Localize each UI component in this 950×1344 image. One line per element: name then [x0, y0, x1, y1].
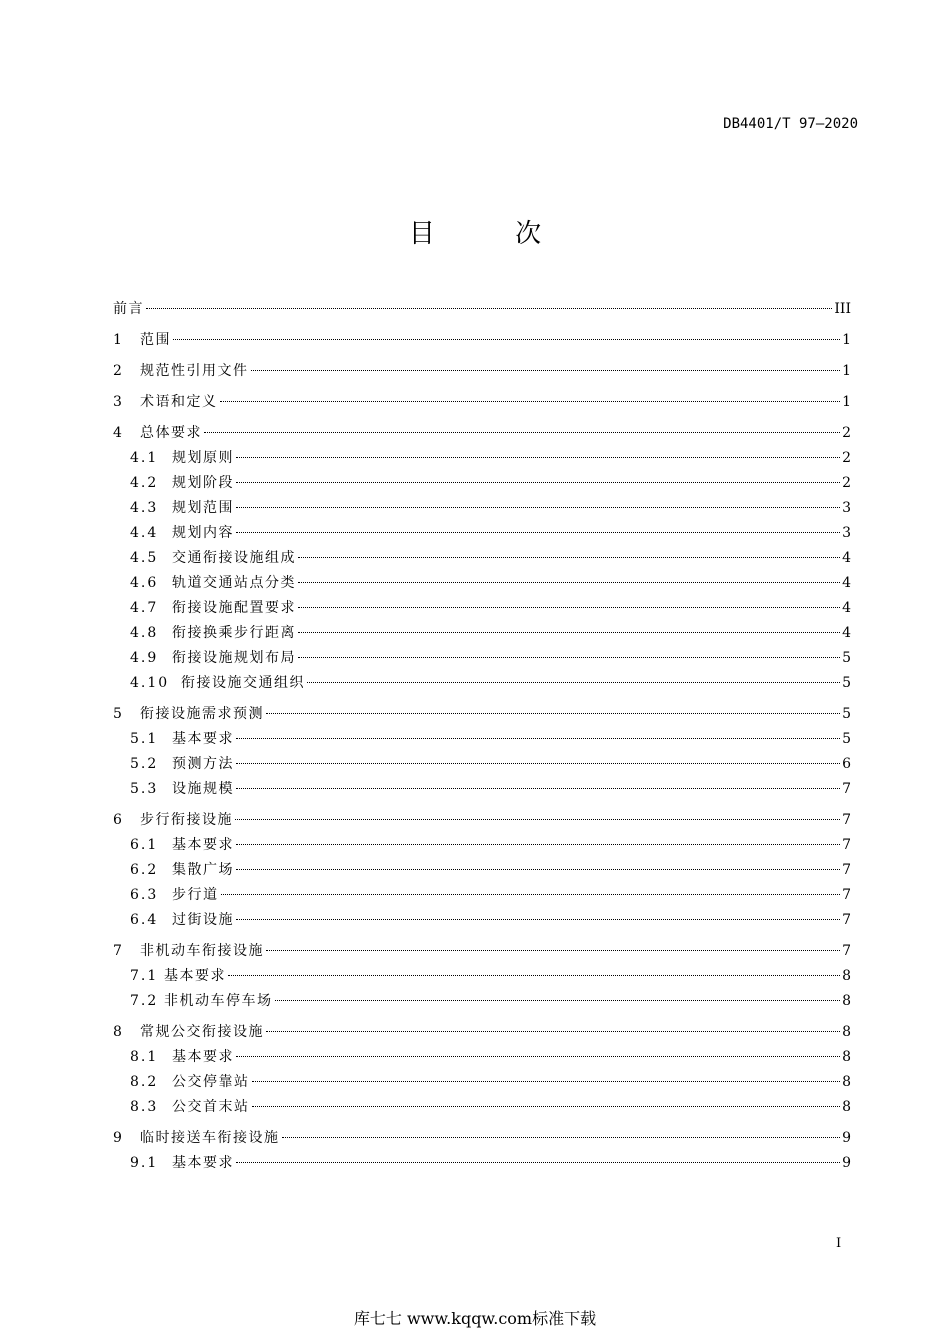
toc-entry-number: 8.1	[130, 1049, 159, 1065]
toc-dot-leader	[298, 632, 840, 633]
page-title: 目 次	[408, 219, 578, 249]
toc-entry-page: 3	[842, 500, 851, 516]
toc-entry-page: 7	[842, 862, 851, 878]
toc-dot-leader	[266, 713, 840, 714]
toc-entry-number: 9.1	[130, 1155, 159, 1171]
toc-entry[interactable]	[113, 940, 851, 965]
toc-entry-label: 步行衔接设施	[140, 812, 233, 828]
toc-entry-number: 8.2	[130, 1074, 159, 1090]
toc-dot-leader	[228, 975, 840, 976]
toc-entry-number: 6.3	[130, 887, 159, 903]
toc-entry-label: 衔接设施交通组织	[181, 675, 305, 691]
toc-entry-page: 1	[842, 332, 851, 348]
toc-entry-number: 6	[113, 812, 122, 828]
toc-entry-number: 2	[113, 363, 122, 379]
toc-entry[interactable]	[113, 622, 851, 647]
toc-entry-number: 3	[113, 394, 122, 410]
toc-entry-page: 7	[842, 912, 851, 928]
toc-dot-leader	[236, 919, 840, 920]
toc-entry-number: 9	[113, 1130, 122, 1146]
toc-entry-label: 公交首末站	[172, 1099, 250, 1115]
toc-entry[interactable]	[113, 1046, 851, 1071]
toc-entry-label: 总体要求	[140, 425, 202, 441]
toc-entry-label: 衔接设施配置要求	[172, 600, 296, 616]
toc-entry[interactable]	[113, 884, 851, 909]
toc-entry[interactable]	[113, 753, 851, 778]
toc-entry[interactable]	[113, 990, 851, 1015]
toc-entry-number: 6.1	[130, 837, 159, 853]
toc-entry-page: 7	[842, 781, 851, 797]
toc-dot-leader	[275, 1000, 841, 1001]
toc-entry[interactable]	[113, 522, 851, 547]
toc-entry-page: 8	[842, 1024, 851, 1040]
toc-entry-number: 5.3	[130, 781, 159, 797]
toc-entry[interactable]	[113, 1021, 851, 1046]
toc-dot-leader	[146, 308, 832, 309]
toc-entry-label: 基本要求	[172, 1049, 234, 1065]
toc-entry-label: 临时接送车衔接设施	[140, 1130, 280, 1146]
toc-entry[interactable]	[113, 728, 851, 753]
toc-entry[interactable]	[113, 497, 851, 522]
toc-entry[interactable]	[113, 965, 851, 990]
toc-entry-page: 7	[842, 812, 851, 828]
toc-entry[interactable]	[113, 447, 851, 472]
toc-dot-leader	[204, 432, 840, 433]
toc-entry-label: 过街设施	[172, 912, 234, 928]
toc-dot-leader	[236, 532, 840, 533]
toc-dot-leader	[266, 950, 840, 951]
toc-entry[interactable]	[113, 572, 851, 597]
toc-entry-page: 8	[842, 1074, 851, 1090]
toc-entry-page: 8	[842, 968, 851, 984]
toc-entry-label: 规划原则	[172, 450, 234, 466]
toc-entry-page: 8	[842, 1099, 851, 1115]
page-number: I	[836, 1236, 842, 1251]
toc-entry-label: 范围	[140, 332, 171, 348]
toc-entry-label: 衔接设施规划布局	[172, 650, 296, 666]
toc-entry[interactable]	[113, 472, 851, 497]
toc-entry[interactable]	[113, 1096, 851, 1121]
document-code: DB4401/T 97—2020	[723, 116, 858, 132]
toc-dot-leader	[251, 370, 841, 371]
toc-entry-page: 7	[842, 837, 851, 853]
toc-entry-page: 1	[842, 394, 851, 410]
toc-entry-number: 4.2	[130, 475, 159, 491]
toc-dot-leader	[220, 401, 841, 402]
toc-entry[interactable]	[113, 298, 851, 323]
toc-entry-label: 规划阶段	[172, 475, 234, 491]
toc-entry-label: 常规公交衔接设施	[140, 1024, 264, 1040]
toc-dot-leader	[252, 1106, 841, 1107]
toc-dot-leader	[236, 1162, 840, 1163]
toc-entry-number: 4	[113, 425, 122, 441]
toc-entry[interactable]	[113, 703, 851, 728]
toc-entry-number: 7.1	[130, 968, 159, 984]
toc-entry[interactable]	[113, 1071, 851, 1096]
toc-entry-number: 4.4	[130, 525, 159, 541]
toc-entry-label: 基本要求	[172, 731, 234, 747]
toc-entry-page: 9	[842, 1155, 851, 1171]
toc-entry-label: 非机动车衔接设施	[140, 943, 264, 959]
toc-entry[interactable]	[113, 422, 851, 447]
toc-entry-label: 预测方法	[172, 756, 234, 772]
toc-entry-number: 7	[113, 943, 122, 959]
toc-entry[interactable]	[113, 597, 851, 622]
toc-dot-leader	[236, 1056, 840, 1057]
toc-entry-number: 4.7	[130, 600, 159, 616]
toc-entry[interactable]	[113, 834, 851, 859]
toc-dot-leader	[236, 738, 840, 739]
toc-entry-number: 8.3	[130, 1099, 159, 1115]
toc-entry-page: 5	[842, 706, 851, 722]
toc-entry-label: 术语和定义	[140, 394, 218, 410]
toc-entry-page: 7	[842, 887, 851, 903]
toc-entry-label: 基本要求	[164, 968, 226, 984]
toc-dot-leader	[236, 457, 840, 458]
toc-dot-leader	[236, 763, 840, 764]
toc-entry[interactable]	[113, 778, 851, 803]
toc-dot-leader	[298, 557, 840, 558]
toc-entry-page: 4	[842, 550, 851, 566]
toc-entry-number: 4.10	[130, 675, 170, 691]
toc-entry-label: 设施规模	[172, 781, 234, 797]
toc-dot-leader	[282, 1137, 841, 1138]
toc-entry-page: 8	[842, 1049, 851, 1065]
toc-entry[interactable]	[113, 360, 851, 385]
toc-entry-label: 非机动车停车场	[164, 993, 273, 1009]
toc-entry-label: 基本要求	[172, 837, 234, 853]
toc-entry-label: 集散广场	[172, 862, 234, 878]
toc-entry[interactable]	[113, 329, 851, 354]
toc-dot-leader	[236, 844, 840, 845]
watermark-text: 库七七 www.kqqw.com标准下载	[353, 1309, 597, 1328]
toc-entry-page: 5	[842, 675, 851, 691]
toc-dot-leader	[236, 788, 840, 789]
toc-entry-label: 衔接换乘步行距离	[172, 625, 296, 641]
toc-entry[interactable]	[113, 909, 851, 934]
toc-dot-leader	[236, 507, 840, 508]
toc-entry-label: 轨道交通站点分类	[172, 575, 296, 591]
toc-entry-page: III	[834, 301, 851, 317]
toc-dot-leader	[307, 682, 840, 683]
toc-entry-label: 规划范围	[172, 500, 234, 516]
toc-dot-leader	[235, 819, 840, 820]
toc-entry-page: 2	[842, 450, 851, 466]
toc-entry[interactable]	[113, 809, 851, 834]
toc-entry-number: 4.3	[130, 500, 159, 516]
toc-entry-number: 6.4	[130, 912, 159, 928]
toc-dot-leader	[298, 657, 840, 658]
toc-entry-label: 规范性引用文件	[140, 363, 249, 379]
toc-dot-leader	[298, 607, 840, 608]
toc-entry-page: 2	[842, 475, 851, 491]
toc-entry-page: 7	[842, 943, 851, 959]
toc-entry-label: 基本要求	[172, 1155, 234, 1171]
toc-entry-number: 4.1	[130, 450, 159, 466]
toc-dot-leader	[236, 869, 840, 870]
toc-entry-page: 4	[842, 625, 851, 641]
toc-entry-page: 9	[842, 1130, 851, 1146]
toc-entry-number: 5.1	[130, 731, 159, 747]
toc-entry-number: 4.9	[130, 650, 159, 666]
toc-entry-number: 4.8	[130, 625, 159, 641]
toc-entry-number: 6.2	[130, 862, 159, 878]
toc-entry-number: 5.2	[130, 756, 159, 772]
toc-entry-page: 6	[842, 756, 851, 772]
toc-entry-page: 3	[842, 525, 851, 541]
toc-entry-number: 1	[113, 332, 122, 348]
toc-entry-page: 4	[842, 600, 851, 616]
toc-entry-page: 1	[842, 363, 851, 379]
toc-entry-page: 5	[842, 650, 851, 666]
toc-dot-leader	[298, 582, 840, 583]
toc-entry[interactable]	[113, 859, 851, 884]
toc-entry[interactable]	[113, 391, 851, 416]
toc-entry-page: 8	[842, 993, 851, 1009]
toc-entry-page: 4	[842, 575, 851, 591]
toc-entry-number: 4.5	[130, 550, 159, 566]
toc-entry-number: 5	[113, 706, 122, 722]
toc-entry-label: 规划内容	[172, 525, 234, 541]
toc-dot-leader	[252, 1081, 841, 1082]
toc-entry-number: 4.6	[130, 575, 159, 591]
toc-entry[interactable]	[113, 647, 851, 672]
toc-dot-leader	[221, 894, 841, 895]
toc-entry[interactable]	[113, 1152, 851, 1177]
toc-entry[interactable]	[113, 672, 851, 697]
toc-entry-number: 7.2	[130, 993, 159, 1009]
toc-entry-page: 2	[842, 425, 851, 441]
toc-dot-leader	[173, 339, 840, 340]
toc-entry-label: 步行道	[172, 887, 219, 903]
table-of-contents	[113, 298, 851, 1177]
toc-entry-label: 公交停靠站	[172, 1074, 250, 1090]
toc-entry-page: 5	[842, 731, 851, 747]
toc-entry-number: 8	[113, 1024, 122, 1040]
toc-dot-leader	[266, 1031, 840, 1032]
toc-entry[interactable]	[113, 1127, 851, 1152]
toc-entry-label: 交通衔接设施组成	[172, 550, 296, 566]
toc-entry-label: 前言	[113, 301, 144, 317]
toc-entry-label: 衔接设施需求预测	[140, 706, 264, 722]
toc-dot-leader	[236, 482, 840, 483]
toc-entry[interactable]	[113, 547, 851, 572]
